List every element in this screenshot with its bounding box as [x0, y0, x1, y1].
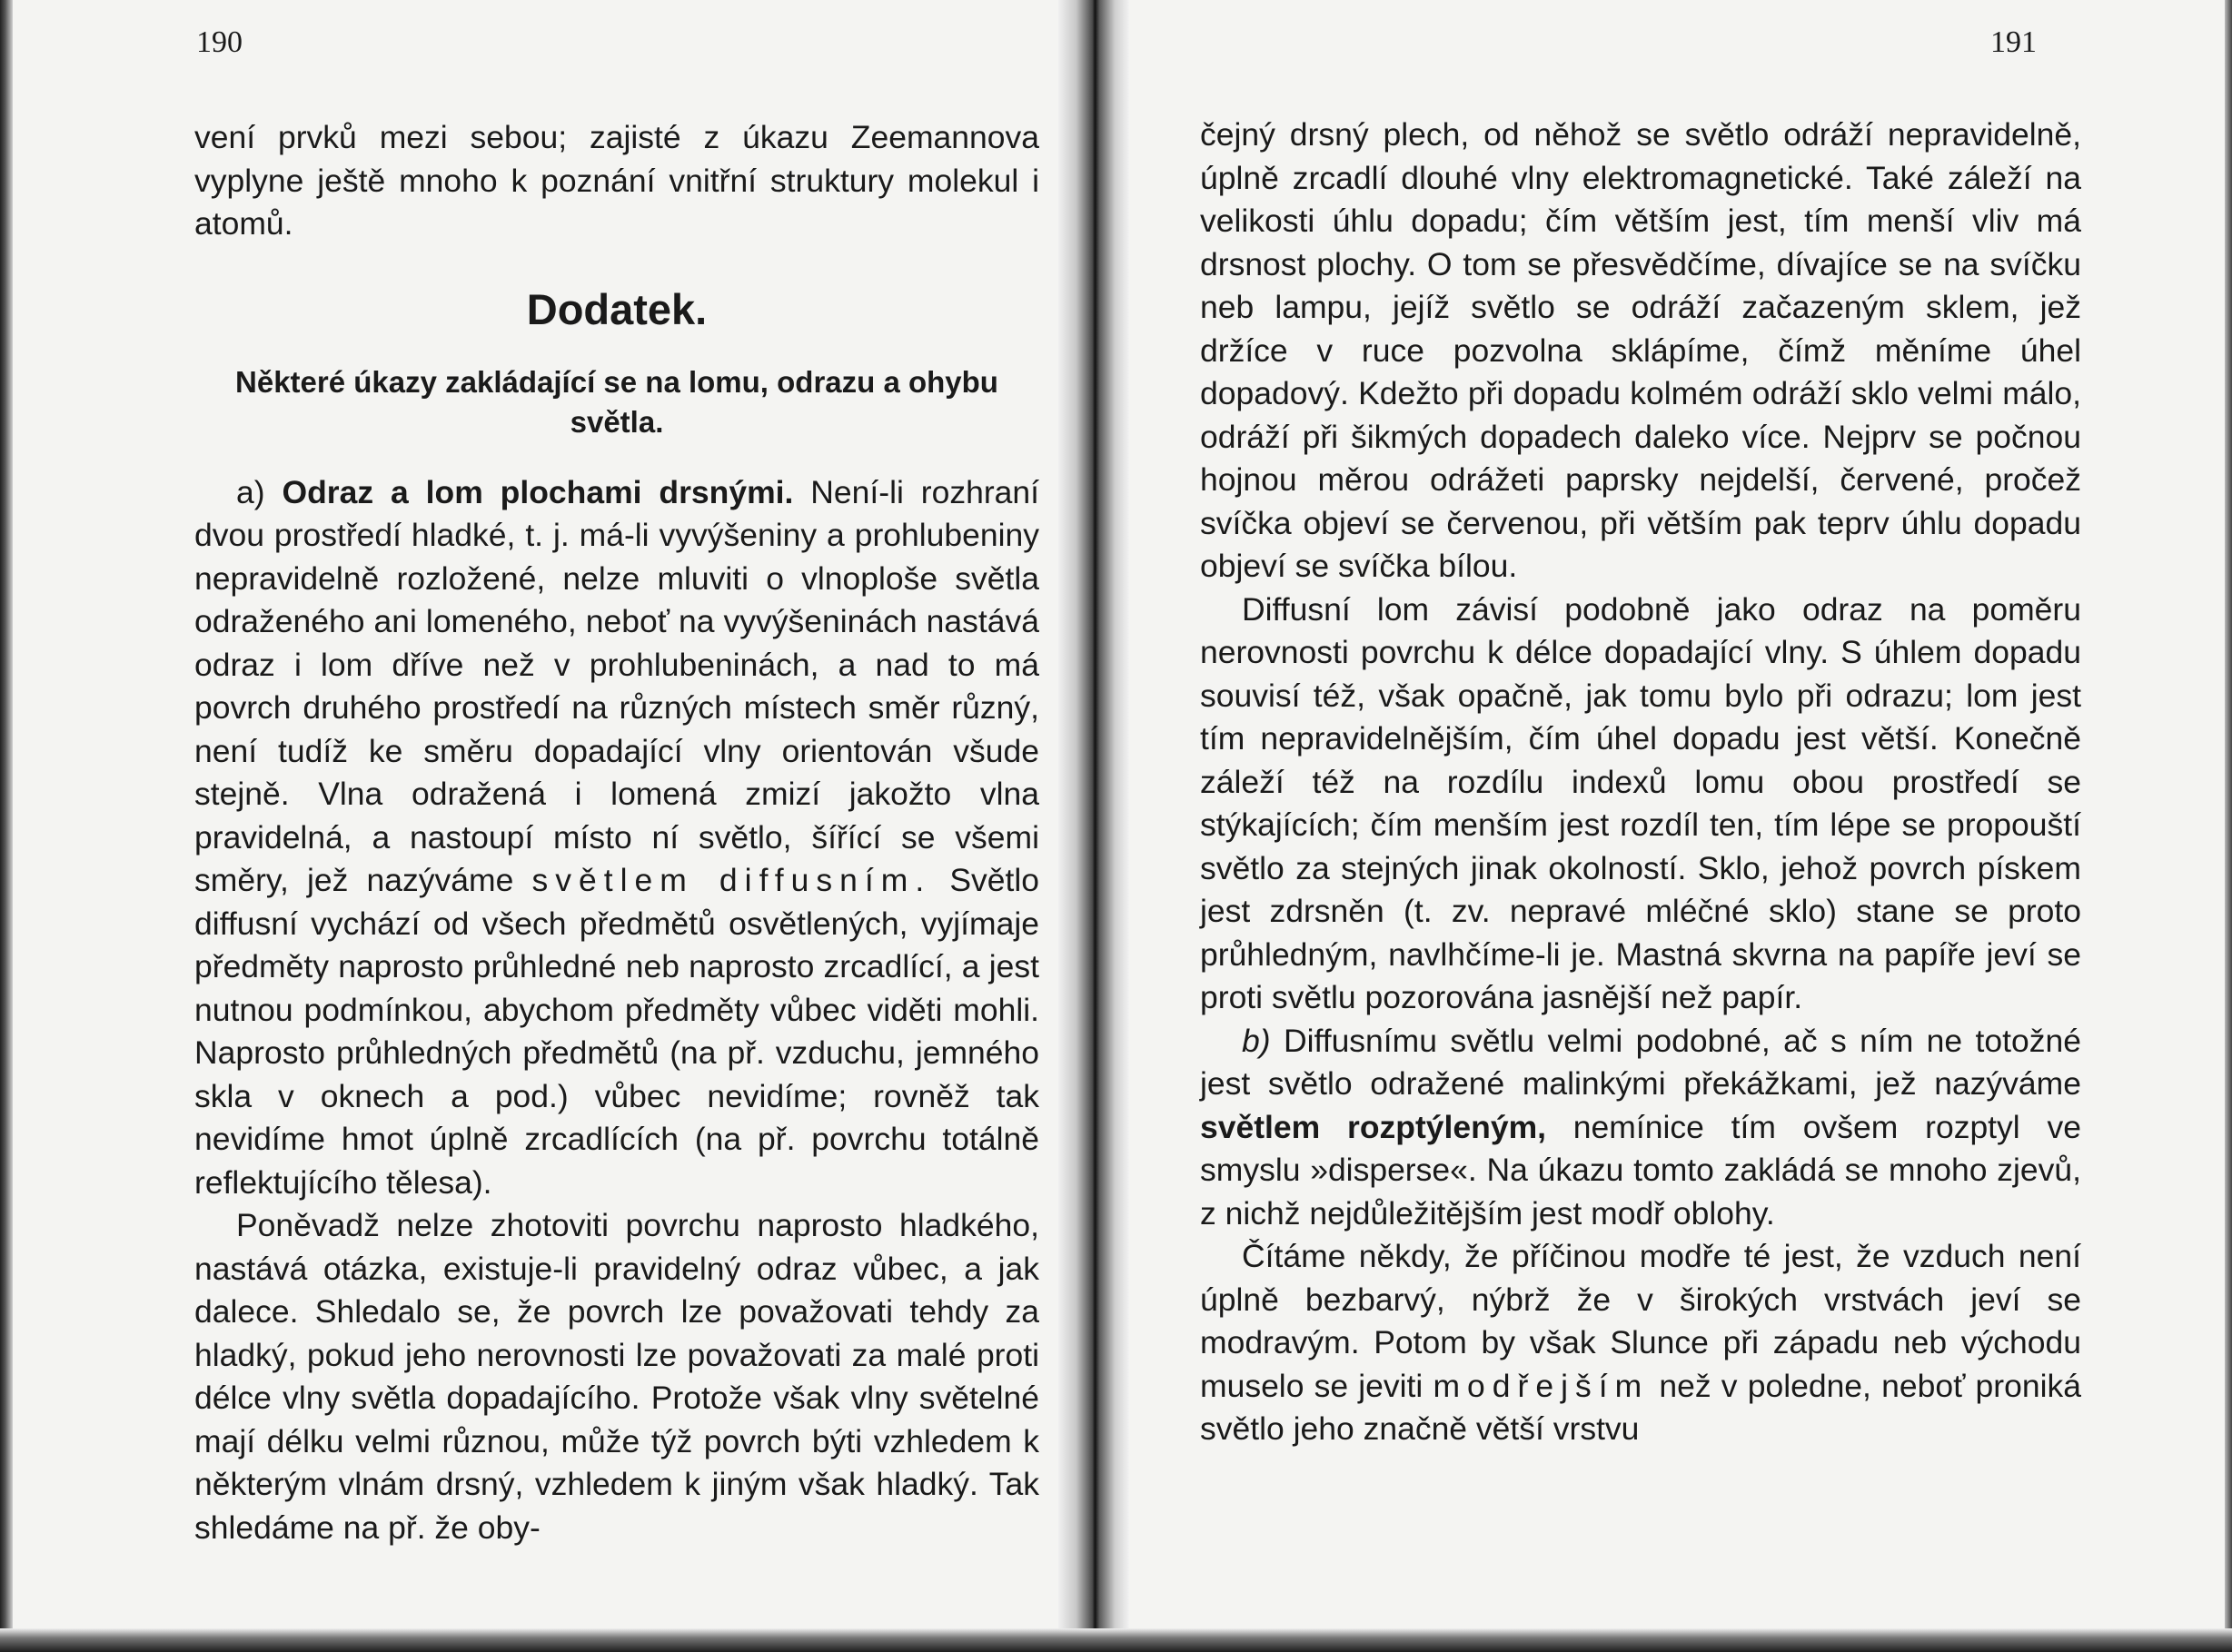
paragraph-a	[194, 471, 1039, 1205]
left-page	[0, 0, 1058, 1626]
paragraph-2: Diffusní lom závisí podobně jako odraz na poměru nerovnosti povrchu k délce dopadající vlny. S úhlem dopadu souvisí též, však opačně, jak tomu bylo při odrazu; lom jest tím nepravidelnějším, čím úhel dopadu jest větší. Konečně záleží též na rozdílu indexů lomu obou prostředí se stýkajících; čím menším jest rozdíl ten, tím lépe se propouští světlo za stejných jinak okolností. Sklo, jehož povrch pískem jest zdrsněn (t. zv. nepravé mléčné sklo) stane se proto průhledným, navlhčíme-li je. Mastná skvrna na papíře jeví se proti světlu pozorována jasnější než papír.	[1200, 590, 2081, 1015]
bottom-page-edge	[0, 1628, 2232, 1652]
para-c-spaced-term: modřejším	[1433, 1367, 1650, 1404]
para-a-title: Odraz a lom plochami drsnými.	[282, 473, 794, 510]
paragraph-1: čejný drsný plech, od něhož se světlo odráží nepravidelně, úplně zrcadlí dlouhé vlny elektromagnetické. Také záleží na velikosti úhlu dopadu; čím větším jest, tím menší vliv má drsnost plochy. O tom se přesvědčíme, dívajíce se na svíčku neb lampu, jejíž světlo se odráží začazeným sklem, jež držíce v ruce pozvolna sklápíme, čímž měníme úhel dopadový. Kdežto při dopadu kolmém odráží sklo velmi málo, odráží při šikmých dopadech daleko více. Nejprv se počnou hojnou měrou odrážeti paprsky nejdelší, červené, pročež svíčka objeví se červenou, při větším pak teprv úhlu dopadu objeví se svíčka bílou.	[1200, 116, 2081, 584]
book-gutter	[1058, 0, 1129, 1652]
section-subheading: Některé úkazy zakládající se na lomu, odrazu a ohybu světla.	[235, 364, 998, 439]
left-page-text	[194, 116, 1039, 1549]
para-a-text-2: Světlo diffusní vychází od všech předmětů osvětlených, vyjímaje předměty naprosto průhledné neb naprosto zrcadlící, a jest nutnou podmínkou, abychom předměty vůbec viděti mohli. Naprosto průhledných předmětů (na př. vzduchu, jemného skla v oknech a pod.) vůbec nevidíme; rovněž tak nevidíme hmot úplně zrcadlících (na př. povrchu totálně reflektujícího tělesa).	[194, 862, 1039, 1201]
para-c-text-2: než v poledne, neboť proniká světlo jeho značně větší vrstvu	[1200, 1367, 2081, 1447]
right-page-text	[1200, 114, 2081, 1451]
section-heading: Dodatek.	[526, 284, 708, 333]
para-a-text-1: Není-li rozhraní dvou prostředí hladké, t. j. má-li vyvýšeniny a prohlubeniny nepravidelně rozložené, nelze mluviti o vlnoploše světla odraženého ani lomeného, neboť na vyvýšeninách nastává odraz i lom dříve než v prohlubeninách, a nad to má povrch druhého prostředí na různých místech směr různý, není tudíž ke směru dopadající vlny orientován všude stejně. Vlna odražená i lomená zmizí jakožto vlna pravidelná, a nastoupí místo ní světlo, šířící se všemi směry, jež nazýváme	[194, 473, 1039, 898]
para-a-spaced-term: světlem diffusním.	[531, 862, 932, 898]
right-page-edge	[2225, 0, 2232, 1652]
paragraph-2: Poněvadž nelze zhotoviti povrchu naprosto hladkého, nastává otázka, existuje-li pravidelný odraz vůbec, a jak dalece. Shledalo se, že povrch lze považovati tehdy za hladký, pokud jeho nerovnosti lze považovati za malé proti délce vlny světla dopadajícího. Protože však vlny světelné mají délku velmi různou, může týž povrch býti vzhledem k některým vlnám drsný, vzhledem k jiným však hladký. Tak shledáme na př. že oby-	[194, 1207, 1039, 1546]
paragraph-c	[1200, 1235, 2081, 1451]
intro-paragraph: vení prvků mezi sebou; zajisté z úkazu Zeemannova vyplyne ještě mnoho k poznání vnitřní struktury molekul i atomů.	[194, 119, 1039, 242]
para-a-prefix: a)	[236, 473, 283, 510]
right-page	[1129, 0, 2219, 1626]
para-b-bold-term: světlem rozptýleným,	[1200, 1108, 1546, 1145]
page-number: 191	[1990, 25, 2037, 59]
para-b-text-1: Diffusnímu světlu velmi podobné, ač s ním ne totožné jest světlo odražené malinkými překážkami, jež nazýváme	[1200, 1022, 2081, 1102]
para-b-prefix: b)	[1242, 1022, 1271, 1059]
paragraph-b	[1200, 1020, 2081, 1236]
para-b-text-2: nemínice tím ovšem rozptyl ve smyslu »disperse«. Na úkazu tomto zakládá se mnoho zjevů, z nichž nejdůležitějším jest modř oblohy.	[1200, 1108, 2081, 1232]
para-c-text-1: Čítáme někdy, že příčinou modře té jest, že vzduch není úplně bezbarvý, nýbrž že v širokých vrstvách jeví se modravým. Potom by však Slunce při západu neb východu muselo se jeviti	[1200, 1238, 2081, 1404]
page-number: 190	[196, 25, 243, 59]
